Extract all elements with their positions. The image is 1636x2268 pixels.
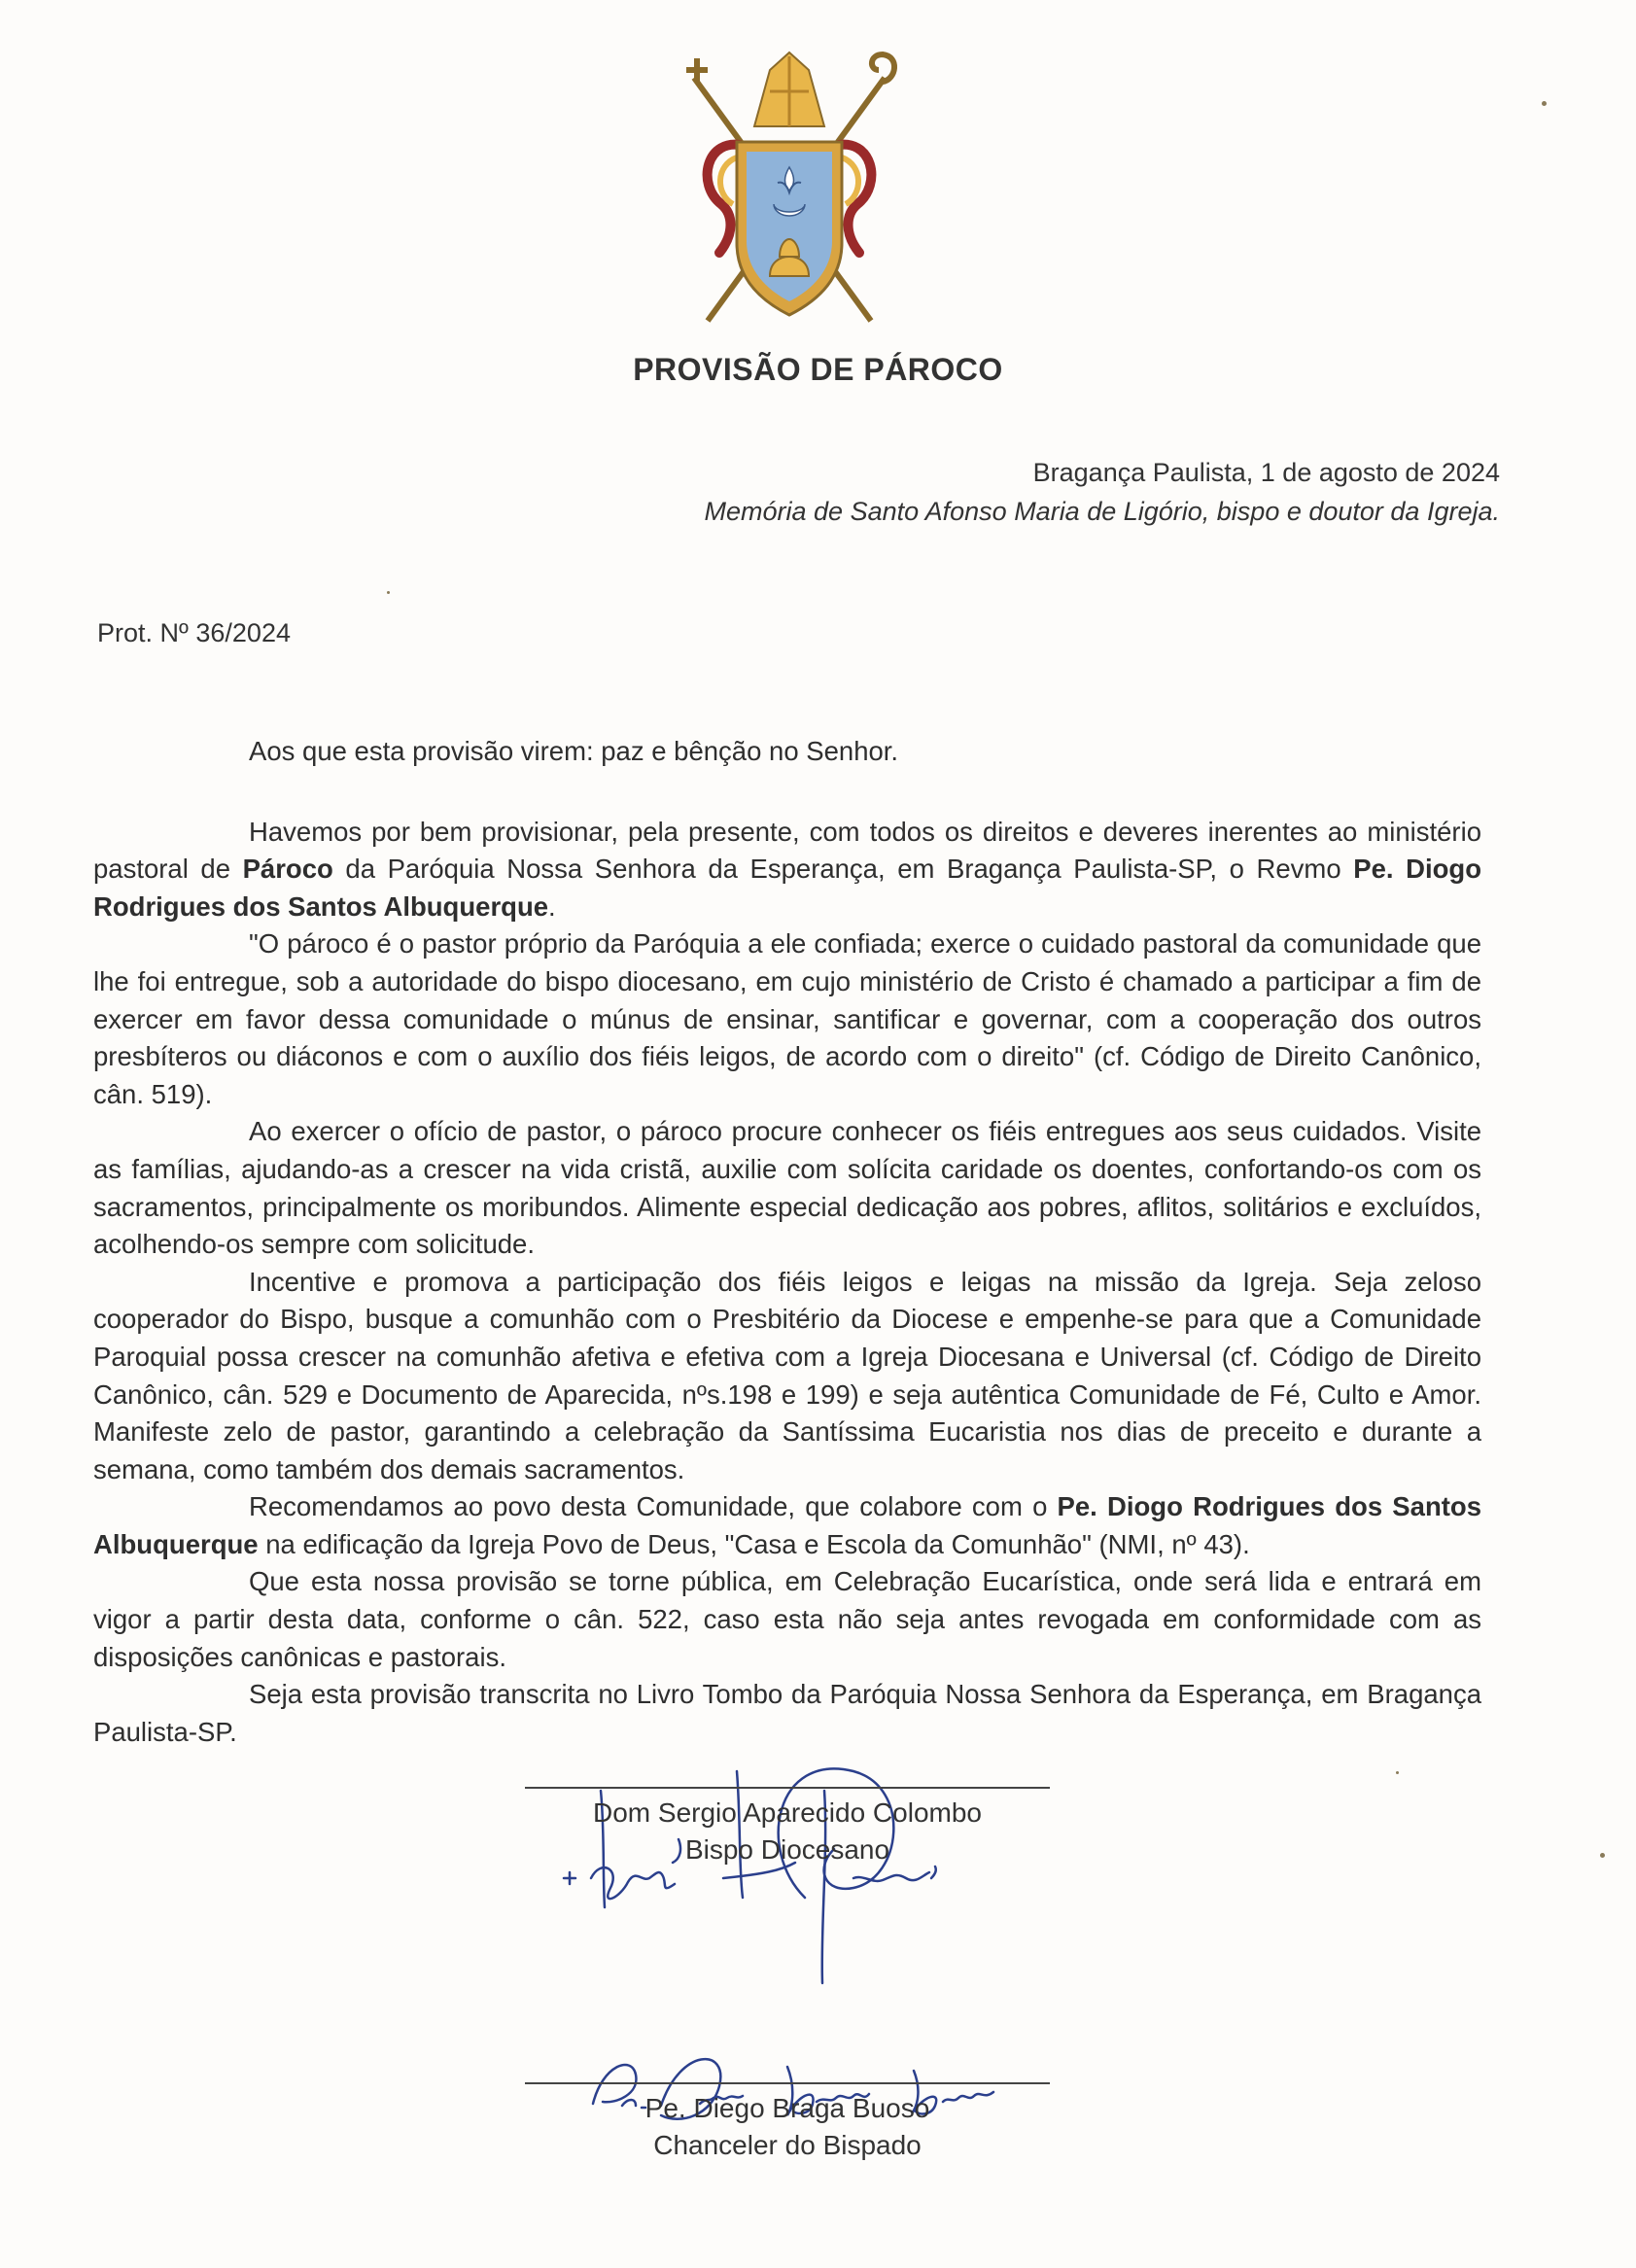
paragraph-1: Havemos por bem provisionar, pela presente, com todos os direitos e deveres inerentes ao ministério pastoral de Pároco da Paróquia Nossa Senhora da Esperança, em Bragança Paulista-SP, o Revmo Pe. Diogo Rodrigues dos Santos Albuquerque. (93, 816, 1481, 922)
signer-name: Pe. Diego Braga Buoso (644, 2093, 930, 2123)
dateline (705, 453, 1500, 531)
paragraph-7: Seja esta provisão transcrita no Livro Tombo da Paróquia Nossa Senhora da Esperança, em Bragança Paulista-SP. (93, 1679, 1481, 1747)
paper-speck (1600, 1853, 1605, 1858)
signer-name: Dom Sergio Aparecido Colombo (593, 1797, 982, 1828)
paper-speck (1396, 1771, 1399, 1774)
paragraph-5: Recomendamos ao povo desta Comunidade, que colabore com o Pe. Diogo Rodrigues dos Santos Albuquerque na edificação da Igreja Povo de Deus, "Casa e Escola da Comunhão" (NMI, nº 43). (93, 1491, 1481, 1559)
signature-block-chancellor (525, 2082, 1050, 2164)
paragraph-4: Incentive e promova a participação dos fiéis leigos e leigas na missão da Igreja. Seja zeloso cooperador do Bispo, busque a comunhão com o Presbitério da Diocese e empenhe-se para que a Comunidade Paroquial possa crescer na comunhão afetiva e efetiva com a Igreja Diocesana e Universal (cf. Código de Direito Canônico, cân. 529 e Documento de Aparecida, nºs.198 e 199) e seja autêntica Comunidade de Fé, Culto e Amor. Manifeste zelo de pastor, garantindo a celebração da Santíssima Eucaristia nos dias de preceito e durante a semana, como também dos demais sacramentos. (93, 1266, 1481, 1484)
paragraph-6: Que esta nossa provisão se torne pública, em Celebração Eucarística, onde será lida e entrará em vigor a partir desta data, conforme o cân. 522, caso esta não seja antes revogada em conformidade com as disposições canônicas e pastorais. (93, 1566, 1481, 1672)
greeting: Aos que esta provisão virem: paz e bênção no Senhor. (249, 736, 899, 766)
signature-line (525, 1787, 1050, 1789)
priest-name-2: Pe. Diogo Rodrigues dos Santos Albuquerque (93, 1491, 1481, 1559)
paper-speck (387, 591, 390, 594)
signature-line (525, 2082, 1050, 2084)
signature-block-bishop (525, 1787, 1050, 1868)
signer-role: Bispo Diocesano (684, 1834, 890, 1865)
coat-of-arms (677, 49, 902, 331)
coat-of-arms-emblem (677, 49, 902, 331)
paragraph-3: Ao exercer o ofício de pastor, o pároco procure conhecer os fiéis entregues aos seus cuidados. Visite as famílias, ajudando-as a crescer na vida cristã, auxilie com solícita caridade os doentes, confortando-os com os sacramentos, principalmente os moribundos. Alimente especial dedicação aos pobres, aflitos, solitários e excluídos, acolhendo-os sempre com solicitude. (93, 1116, 1481, 1260)
protocol-number: Prot. Nº 36/2024 (97, 618, 291, 647)
document-body (93, 733, 1481, 1751)
signer-role: Chanceler do Bispado (653, 2130, 922, 2160)
memoria-line: Memória de Santo Afonso Maria de Ligório, bispo e doutor da Igreja. (704, 497, 1500, 526)
role-paroco: Pároco (242, 854, 333, 885)
paper-speck (1542, 101, 1547, 106)
place-date: Bragança Paulista, 1 de agosto de 2024 (1032, 458, 1500, 487)
priest-name: Pe. Diogo Rodrigues dos Santos Albuquerque (93, 854, 1481, 922)
paragraph-2: "O pároco é o pastor próprio da Paróquia a ele confiada; exerce o cuidado pastoral da comunidade que lhe foi entregue, sob a autoridade do bispo diocesano, em cujo ministério de Cristo é chamado a participar a fim de exercer em favor dessa comunidade o múnus de ensinar, santificar e governar, com a cooperação dos outros presbíteros ou diáconos e com o auxílio dos fiéis leigos, de acordo com o direito" (cf. Código de Direito Canônico, cân. 519). (93, 928, 1481, 1109)
document-title: PROVISÃO DE PÁROCO (633, 352, 1003, 387)
